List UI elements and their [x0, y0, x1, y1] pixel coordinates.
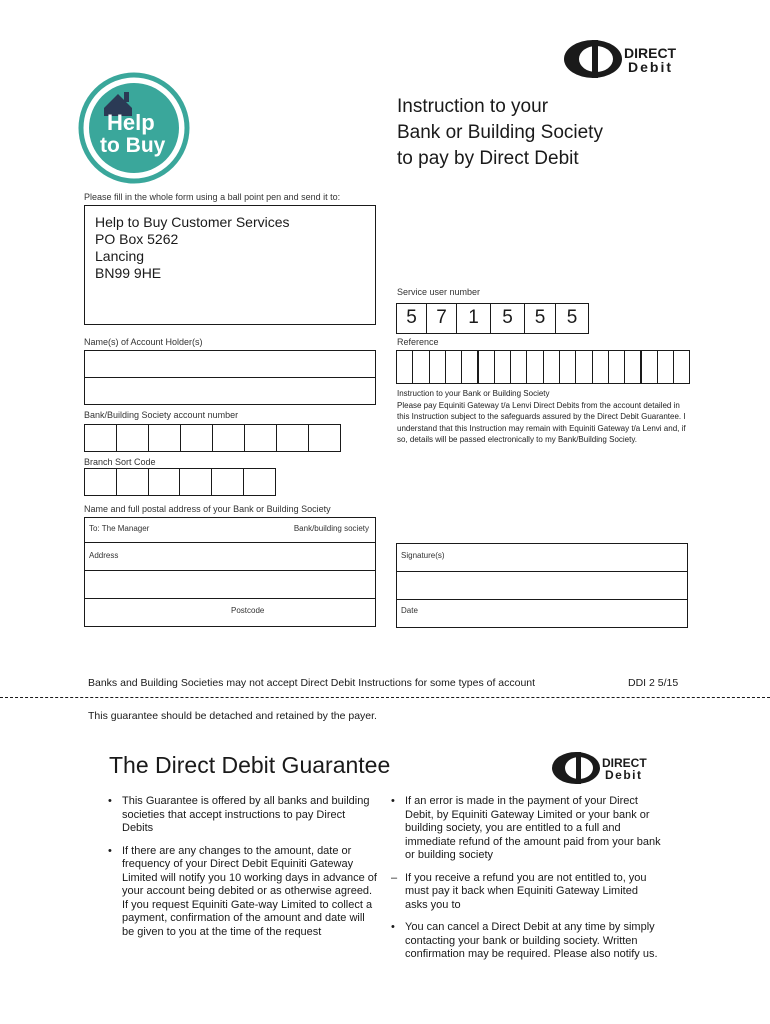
reference-cell[interactable]: [592, 350, 609, 384]
reference-cell[interactable]: [526, 350, 543, 384]
guarantee-left-list: [108, 795, 378, 948]
account-number-cell[interactable]: [276, 424, 309, 452]
reference-cell[interactable]: [494, 350, 511, 384]
dd-logo2-line2: Debit: [605, 768, 643, 782]
signature-label: Signature(s): [401, 551, 445, 560]
sun-digit-2: 7: [426, 303, 457, 334]
form-title: [397, 94, 603, 172]
footer-note: Banks and Building Societies may not accept Direct Debit Instructions for some types of account: [88, 677, 536, 689]
account-number-cell[interactable]: [84, 424, 117, 452]
guarantee-item-text: You can cancel a Direct Debit at any time by simply contacting your bank or building society. Written confirmation may be required. Please also notify us.: [405, 921, 658, 960]
address-label: Address: [89, 551, 119, 560]
sun-digit-4: 5: [490, 303, 525, 334]
account-number-cell[interactable]: [308, 424, 341, 452]
instruction-heading: Instruction to your Bank or Building Society: [397, 389, 550, 398]
reference-cell[interactable]: [412, 350, 429, 384]
bank-address-field-1[interactable]: [84, 542, 376, 571]
sort-code-field[interactable]: [84, 468, 276, 496]
guarantee-item: [108, 795, 378, 836]
sort-code-cell[interactable]: [211, 468, 244, 496]
guarantee-item: [391, 795, 663, 863]
reference-field[interactable]: [396, 350, 690, 384]
help-logo-line1: Help: [107, 110, 155, 135]
sun-digit-3: 1: [456, 303, 491, 334]
instruction-body: Please pay Equiniti Gateway t/a Lenvi Direct Debits from the account detailed in this Instruction subject to the safeguards assured by the Direct Debit Guarantee. I understand that this Instruction may remain with Equiniti Gateway t/a Lenvi and, if so, details will be passed electronically to my Bank/Building Society.: [397, 400, 686, 444]
title-line-1: Instruction to your: [397, 96, 549, 117]
guarantee-item-text: If an error is made in the payment of your Direct Debit, by Equiniti Gateway Limited or your bank or building society, you are entitled to a full and immediate refund of the amount paid from your bank or building society: [405, 795, 661, 861]
reference-cell[interactable]: [445, 350, 462, 384]
guarantee-item: [391, 872, 663, 913]
dd-logo-line2: Debit: [628, 59, 673, 75]
sort-code-cell[interactable]: [243, 468, 276, 496]
signature-field-2[interactable]: [396, 571, 688, 600]
date-label: Date: [401, 606, 418, 615]
date-field[interactable]: [396, 599, 688, 628]
address-line-1: Help to Buy Customer Services: [95, 214, 290, 230]
service-user-number-label: Service user number: [397, 287, 481, 297]
reference-cell[interactable]: [510, 350, 527, 384]
sort-code-cell[interactable]: [116, 468, 149, 496]
account-number-cell[interactable]: [244, 424, 277, 452]
postcode-label: Postcode: [231, 606, 265, 615]
title-line-2: Bank or Building Society: [397, 122, 603, 143]
bullet-mark: •: [391, 921, 395, 933]
account-holder-field-2[interactable]: [84, 377, 376, 405]
account-number-field[interactable]: [84, 424, 341, 452]
guarantee-item: [391, 921, 663, 962]
account-number-cell[interactable]: [148, 424, 181, 452]
bullet-mark: •: [108, 844, 112, 857]
help-logo-line2: to Buy: [100, 134, 166, 157]
address-line-4: BN99 9HE: [95, 265, 162, 281]
account-number-cell[interactable]: [180, 424, 213, 452]
bank-address-field-2[interactable]: [84, 570, 376, 599]
bullet-mark: –: [391, 871, 398, 884]
reference-cell[interactable]: [559, 350, 576, 384]
sun-digit-6: 5: [555, 303, 589, 334]
reference-cell[interactable]: [478, 350, 495, 384]
bullet-mark: •: [108, 795, 112, 807]
sun-digit-5: 5: [524, 303, 556, 334]
to-manager-label: To: The Manager: [89, 524, 150, 533]
bank-postcode-field[interactable]: [84, 598, 376, 627]
help-to-buy-logo: [78, 72, 190, 184]
account-holder-field-1[interactable]: [84, 350, 376, 378]
send-to-address-box: [84, 205, 376, 325]
address-line-2: PO Box 5262: [95, 231, 179, 247]
reference-cell[interactable]: [624, 350, 641, 384]
bank-name-field[interactable]: [84, 517, 376, 543]
reference-cell[interactable]: [608, 350, 625, 384]
reference-cell[interactable]: [396, 350, 413, 384]
guarantee-item-text: If there are any changes to the amount, date or frequency of your Direct Debit Equiniti Gateway Limited will notify you 10 working days in advance of your account being debited or as otherwise agreed. If you request Equiniti Gate-way Limited to collect a payment, confirmation of the amount and date will be given to you at the time of the request: [122, 844, 377, 938]
sort-code-label: Branch Sort Code: [84, 457, 156, 467]
guarantee-right-list: [391, 795, 663, 971]
reference-cell[interactable]: [673, 350, 690, 384]
reference-cell[interactable]: [429, 350, 446, 384]
title-line-3: to pay by Direct Debit: [397, 148, 579, 169]
direct-debit-logo: [562, 38, 692, 80]
account-holder-label: Name(s) of Account Holder(s): [84, 337, 203, 347]
bank-address-label: Name and full postal address of your Bank or Building Society: [84, 504, 331, 514]
guarantee-item-text: This Guarantee is offered by all banks and building societies that accept instructions to pay Direct Debits: [122, 795, 370, 834]
reference-cell[interactable]: [543, 350, 560, 384]
bank-building-society-label: Bank/building society: [293, 524, 369, 533]
bullet-mark: •: [391, 795, 395, 807]
instruction-text: [397, 388, 687, 446]
signature-field-1[interactable]: [396, 543, 688, 572]
reference-cell[interactable]: [575, 350, 592, 384]
dd-logo-line1: DIRECT: [624, 45, 677, 61]
reference-cell[interactable]: [461, 350, 478, 384]
direct-debit-logo-guarantee: [550, 750, 662, 786]
guarantee-title: The Direct Debit Guarantee: [109, 752, 391, 778]
intro-text: Please fill in the whole form using a ball point pen and send it to:: [84, 192, 341, 202]
reference-cell[interactable]: [657, 350, 674, 384]
reference-cell[interactable]: [641, 350, 658, 384]
address-line-3: Lancing: [95, 248, 145, 264]
account-number-cell[interactable]: [116, 424, 149, 452]
detach-line: [0, 697, 770, 698]
sort-code-cell[interactable]: [148, 468, 181, 496]
sun-digit-1: 5: [396, 303, 427, 334]
detach-note: This guarantee should be detached and retained by the payer.: [88, 710, 377, 722]
account-number-label: Bank/Building Society account number: [84, 410, 239, 420]
form-code: DDI 2 5/15: [628, 677, 679, 689]
dd-logo2-line1: DIRECT: [602, 756, 647, 770]
reference-label: Reference: [397, 337, 439, 347]
sort-code-cell[interactable]: [84, 468, 117, 496]
account-number-cell[interactable]: [212, 424, 245, 452]
sort-code-cell[interactable]: [179, 468, 212, 496]
guarantee-item: [108, 845, 378, 940]
guarantee-item-text: If you receive a refund you are not entitled to, you must pay it back when Equiniti Gateway Limited asks you to: [405, 871, 647, 911]
